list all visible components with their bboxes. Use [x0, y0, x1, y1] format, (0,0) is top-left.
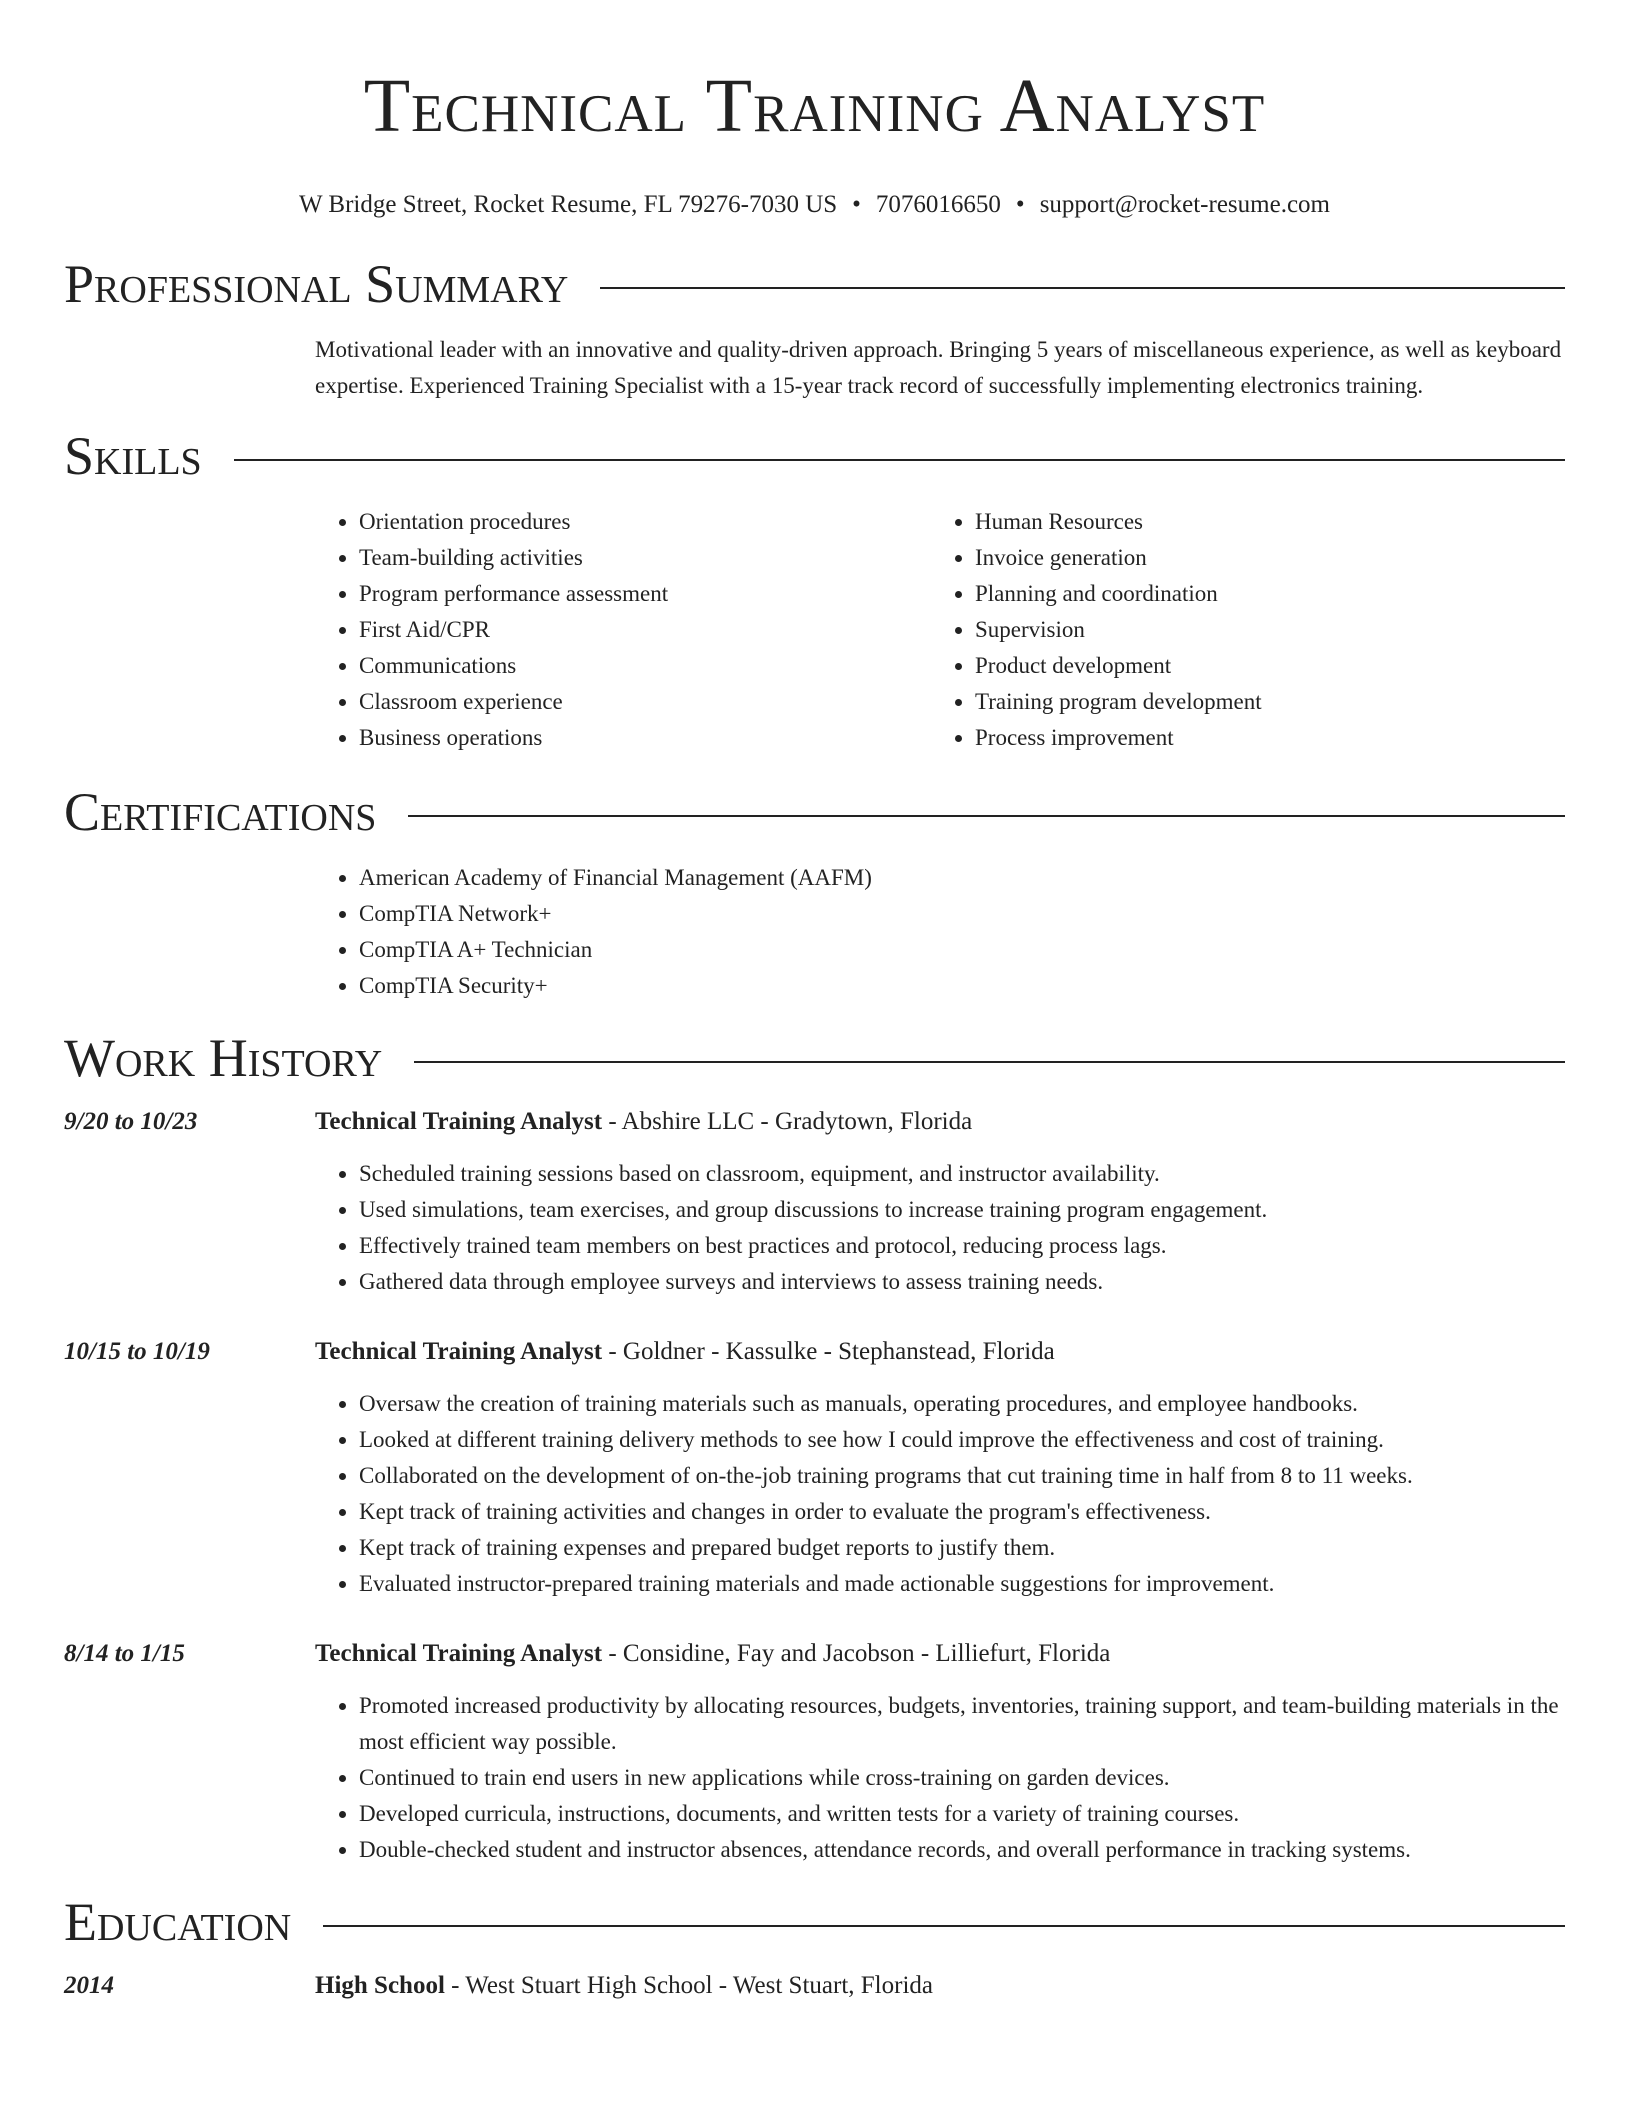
- contact-email: support@rocket-resume.com: [1039, 191, 1330, 218]
- work-heading: Work History: [64, 1028, 383, 1088]
- job-bullet: • Kept track of training expenses and prepared budget reports to justify them.: [359, 1530, 1565, 1566]
- skill-item: • Classroom experience: [359, 684, 931, 720]
- job-title: Technical Training Analyst: [315, 1108, 603, 1135]
- skill-item: • Process improvement: [975, 720, 1547, 756]
- contact-phone: 7076016650: [875, 191, 1001, 218]
- certification-item: • American Academy of Financial Management (AAFM): [359, 860, 1565, 896]
- section-divider: [408, 815, 1565, 817]
- job-details: - Abshire LLC - Gradytown, Florida: [602, 1108, 973, 1135]
- skill-item: • Supervision: [975, 612, 1547, 648]
- job-title: Technical Training Analyst: [315, 1640, 603, 1667]
- skill-item: • Business operations: [359, 720, 931, 756]
- job-bullet-list: [315, 1688, 1565, 1868]
- section-divider: [414, 1061, 1565, 1063]
- job-heading: [315, 1334, 1055, 1370]
- skill-item: • First Aid/CPR: [359, 612, 931, 648]
- job-details: - Considine, Fay and Jacobson - Lilliefurt, Florida: [602, 1640, 1111, 1667]
- certifications-list: [315, 860, 1565, 1004]
- job-heading: [315, 1636, 1110, 1672]
- education-header: [64, 1968, 1565, 2004]
- job-bullet-list: [315, 1156, 1565, 1300]
- education-heading: Education: [64, 1892, 292, 1952]
- contact-address: W Bridge Street, Rocket Resume, FL 79276-7030 US: [299, 191, 838, 218]
- section-divider: [600, 287, 1565, 289]
- job-details: - Goldner - Kassulke - Stephanstead, Florida: [602, 1338, 1055, 1365]
- summary-section-header: [64, 250, 1565, 318]
- job-bullet: • Used simulations, team exercises, and group discussions to increase training program engagement.: [359, 1192, 1565, 1228]
- contact-line: [64, 190, 1565, 220]
- job-header: [64, 1104, 1565, 1140]
- job-bullet: • Continued to train end users in new applications while cross-training on garden devices.: [359, 1760, 1565, 1796]
- skills-section-header: [64, 422, 1565, 490]
- education-entry: [64, 1968, 1565, 2004]
- contact-separator: •: [852, 191, 861, 218]
- education-degree: High School: [315, 1972, 445, 1999]
- skill-item: • Invoice generation: [975, 540, 1547, 576]
- skills-heading: Skills: [64, 426, 202, 486]
- job-title: Technical Training Analyst: [315, 1338, 603, 1365]
- job-bullet: • Looked at different training delivery methods to see how I could improve the effectiveness and cost of training.: [359, 1422, 1565, 1458]
- certification-item: • CompTIA Network+: [359, 896, 1565, 932]
- contact-separator: •: [1015, 191, 1025, 218]
- certifications-heading: Certifications: [64, 782, 377, 842]
- job-bullet: • Effectively trained team members on best practices and protocol, reducing process lags.: [359, 1228, 1565, 1264]
- section-divider: [234, 459, 1565, 461]
- skill-item: • Communications: [359, 648, 931, 684]
- job-header: [64, 1334, 1565, 1370]
- job-bullet: • Promoted increased productivity by allocating resources, budgets, inventories, training support, and team-building materials in the most efficient way possible.: [359, 1688, 1565, 1760]
- job-bullet: • Double-checked student and instructor absences, attendance records, and overall performance in tracking systems.: [359, 1832, 1565, 1868]
- skill-item: • Human Resources: [975, 504, 1547, 540]
- education-year: 2014: [64, 1972, 114, 1999]
- certifications-section-header: [64, 778, 1565, 846]
- job-dates: 9/20 to 10/23: [64, 1108, 198, 1135]
- job-bullet: • Scheduled training sessions based on classroom, equipment, and instructor availability.: [359, 1156, 1565, 1192]
- job-bullet-list: [315, 1386, 1565, 1602]
- skill-item: • Program performance assessment: [359, 576, 931, 612]
- skill-item: • Planning and coordination: [975, 576, 1547, 612]
- job-entry: [64, 1104, 1565, 1300]
- job-entry: [64, 1636, 1565, 1868]
- certification-item: • CompTIA A+ Technician: [359, 932, 1565, 968]
- summary-text: Motivational leader with an innovative and quality-driven approach. Bringing 5 years of miscellaneous experience, as well as keyboard expertise. Experienced Training Specialist with a 15-year track record of successfully implementing electronics training.: [315, 337, 1562, 398]
- skills-grid: [315, 504, 1565, 756]
- job-dates: 8/14 to 1/15: [64, 1640, 185, 1667]
- job-bullet: • Collaborated on the development of on-the-job training programs that cut training time in half from 8 to 11 weeks.: [359, 1458, 1565, 1494]
- job-bullet: • Gathered data through employee surveys and interviews to assess training needs.: [359, 1264, 1565, 1300]
- job-bullet: • Evaluated instructor-prepared training materials and made actionable suggestions for improvement.: [359, 1566, 1565, 1602]
- section-divider: [323, 1925, 1565, 1927]
- skill-item: • Training program development: [975, 684, 1547, 720]
- skill-item: • Team-building activities: [359, 540, 931, 576]
- skills-list-right: [931, 504, 1547, 756]
- education-heading-line: [315, 1968, 933, 2004]
- work-section-header: [64, 1024, 1565, 1092]
- education-section-header: [64, 1888, 1565, 1956]
- job-entry: [64, 1334, 1565, 1602]
- resume-name: Technical Training Analyst: [363, 64, 1266, 148]
- job-header: [64, 1636, 1565, 1672]
- job-dates: 10/15 to 10/19: [64, 1338, 210, 1365]
- summary-heading: Professional Summary: [64, 254, 569, 314]
- job-bullet: • Oversaw the creation of training materials such as manuals, operating procedures, and employee handbooks.: [359, 1386, 1565, 1422]
- skill-item: • Product development: [975, 648, 1547, 684]
- job-heading: [315, 1104, 972, 1140]
- certification-item: • CompTIA Security+: [359, 968, 1565, 1004]
- certifications-block: [315, 860, 1565, 1004]
- job-bullet: • Kept track of training activities and changes in order to evaluate the program's effectiveness.: [359, 1494, 1565, 1530]
- job-bullet: • Developed curricula, instructions, documents, and written tests for a variety of training courses.: [359, 1796, 1565, 1832]
- job-bullets: [315, 1386, 1565, 1602]
- education-details: - West Stuart High School - West Stuart, Florida: [444, 1972, 933, 1999]
- job-bullets: [315, 1688, 1565, 1868]
- skill-item: • Orientation procedures: [359, 504, 931, 540]
- job-bullets: [315, 1156, 1565, 1300]
- skills-list-left: [315, 504, 931, 756]
